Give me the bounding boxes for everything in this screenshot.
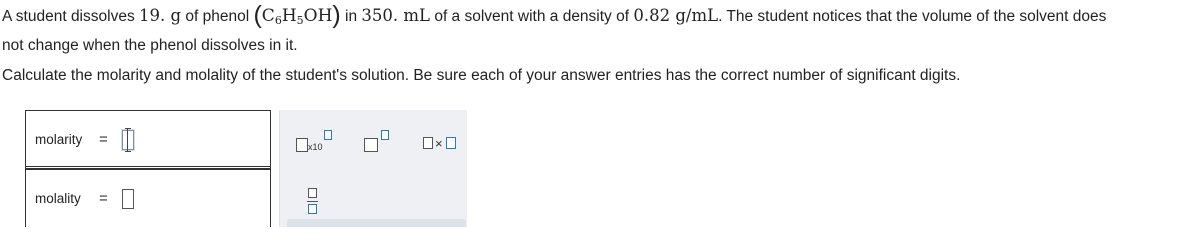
problem-text-in: in <box>340 8 362 25</box>
problem-line-2: not change when the phenol dissolves in it. <box>2 37 298 54</box>
molality-input[interactable] <box>122 189 134 209</box>
phenol-formula <box>262 6 333 26</box>
instruction-text: Calculate the molarity and molality of the student's solution. Be sure each of your answer entries has the correct number of significant digits. <box>2 67 961 84</box>
text-cursor <box>127 129 128 151</box>
exponent-box-icon <box>324 130 332 140</box>
math-tool-palette <box>279 110 467 227</box>
tool-panel-footer <box>287 219 466 227</box>
base-box-icon <box>296 138 308 152</box>
formula-c: C <box>261 6 275 26</box>
equals-sign: = <box>99 190 108 207</box>
base-box-icon <box>364 138 378 152</box>
times-icon: × <box>435 136 443 151</box>
solvent-density: 0.82 g/mL <box>633 6 719 25</box>
left-operand-box-icon <box>423 137 433 149</box>
x10-label: x10 <box>308 142 323 152</box>
solvent-volume: 350. mL <box>361 6 431 25</box>
problem-text-density-intro: of a solvent with a density of <box>430 8 634 25</box>
formula-subscript-5: 5 <box>296 14 304 27</box>
problem-text-of-phenol: of phenol <box>181 8 254 25</box>
answer-row-molarity <box>26 110 270 167</box>
superscript-button[interactable] <box>364 130 396 154</box>
numerator-box-icon <box>308 188 317 198</box>
answer-row-molality <box>26 169 270 226</box>
problem-line-1 <box>2 1 1198 30</box>
fraction-button[interactable] <box>307 188 321 216</box>
text-cursor-top <box>125 128 131 129</box>
exponent-box-icon <box>381 130 389 140</box>
molarity-input[interactable] <box>122 130 134 150</box>
problem-text-line1-end: . The student notices that the volume of the solvent does <box>718 8 1107 25</box>
answer-area <box>25 110 271 227</box>
formula-h: H <box>281 6 297 26</box>
fraction-bar-icon <box>307 201 318 202</box>
molality-label: molality <box>35 191 81 206</box>
formula-paren-right: ) <box>332 1 341 29</box>
scientific-notation-button[interactable] <box>296 130 336 154</box>
formula-paren-left: ( <box>253 1 262 29</box>
formula-subscript-6: 6 <box>274 14 282 27</box>
molarity-label: molarity <box>35 132 83 147</box>
right-operand-box-icon <box>446 137 456 149</box>
equals-sign: = <box>99 131 108 148</box>
multiply-button[interactable] <box>423 134 463 152</box>
text-cursor-bottom <box>125 151 131 152</box>
problem-text-intro: A student dissolves <box>2 8 139 25</box>
phenol-mass: 19. g <box>139 6 182 25</box>
problem-statement <box>2 1 1198 58</box>
denominator-box-icon <box>308 204 317 214</box>
formula-oh: OH <box>303 6 333 26</box>
